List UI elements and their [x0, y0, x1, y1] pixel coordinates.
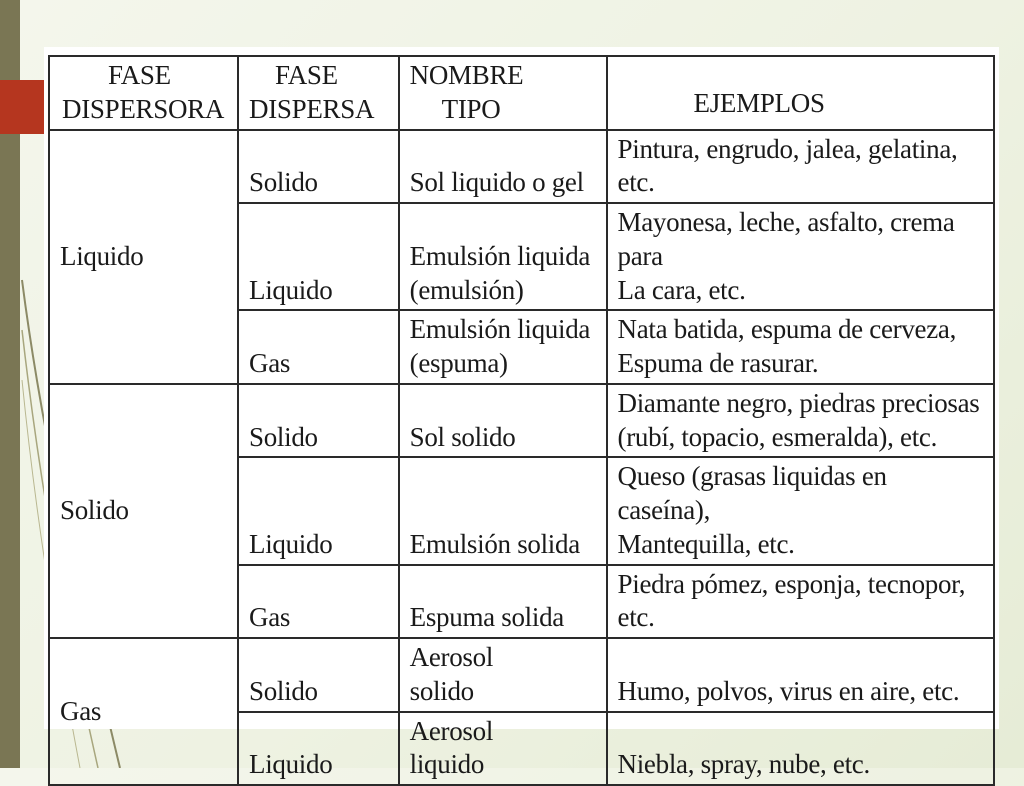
- cell-nombre-tipo: Aerosol solido: [399, 638, 607, 712]
- dispersion-table: [48, 55, 995, 786]
- header-fase-dispersora-line1: FASE: [108, 60, 171, 90]
- cell-ejemplos: Piedra pómez, esponja, tecnopor, etc.: [607, 565, 994, 639]
- header-fase-dispersa-line2: DISPERSA: [249, 93, 375, 124]
- cell-fase-dispersora: Gas: [49, 638, 238, 785]
- cell-nombre-tipo: Emulsión liquida (emulsión): [399, 203, 607, 310]
- cell-nombre-tipo: Sol solido: [399, 384, 607, 458]
- table-header-row: [49, 56, 994, 130]
- header-fase-dispersa-line1: FASE: [275, 60, 338, 90]
- cell-ejemplos: Nata batida, espuma de cerveza, Espuma de rasurar.: [607, 310, 994, 384]
- header-fase-dispersa: [238, 56, 399, 130]
- cell-nombre-tipo: Espuma solida: [399, 565, 607, 639]
- table-row: [49, 384, 994, 458]
- cell-fase-dispersa: Liquido: [238, 457, 399, 564]
- table-row: [49, 130, 994, 204]
- cell-nombre-tipo: Emulsión solida: [399, 457, 607, 564]
- header-nombre-tipo-line1: NOMBRE: [409, 60, 524, 90]
- cell-fase-dispersa: Solido: [238, 130, 399, 204]
- table-row: [49, 638, 994, 712]
- cell-nombre-tipo: Emulsión liquida (espuma): [399, 310, 607, 384]
- cell-fase-dispersora: Liquido: [49, 130, 238, 384]
- cell-ejemplos: Niebla, spray, nube, etc.: [607, 712, 994, 786]
- cell-ejemplos: Mayonesa, leche, asfalto, crema para La cara, etc.: [607, 203, 994, 310]
- dispersion-table-panel: [44, 47, 999, 780]
- cell-ejemplos: Diamante negro, piedras preciosas (rubí, topacio, esmeralda), etc.: [607, 384, 994, 458]
- cell-fase-dispersa: Solido: [238, 384, 399, 458]
- header-fase-dispersora-line2: DISPERSORA: [62, 93, 225, 124]
- cell-fase-dispersa: Liquido: [238, 712, 399, 786]
- header-nombre-tipo: [399, 56, 607, 130]
- cell-nombre-tipo: Sol liquido o gel: [399, 130, 607, 204]
- cell-fase-dispersa: Gas: [238, 565, 399, 639]
- header-ejemplos: EJEMPLOS: [607, 56, 994, 130]
- cell-nombre-tipo: Aerosol liquido: [399, 712, 607, 786]
- cell-fase-dispersa: Gas: [238, 310, 399, 384]
- cell-ejemplos: Pintura, engrudo, jalea, gelatina, etc.: [607, 130, 994, 204]
- cell-fase-dispersa: Liquido: [238, 203, 399, 310]
- cell-ejemplos: Queso (grasas liquidas en caseína), Mantequilla, etc.: [607, 457, 994, 564]
- cell-ejemplos: Humo, polvos, virus en aire, etc.: [607, 638, 994, 712]
- header-nombre-tipo-line2: TIPO: [441, 93, 501, 124]
- cell-fase-dispersora: Solido: [49, 384, 238, 638]
- cell-fase-dispersa: Solido: [238, 638, 399, 712]
- header-fase-dispersora: [49, 56, 238, 130]
